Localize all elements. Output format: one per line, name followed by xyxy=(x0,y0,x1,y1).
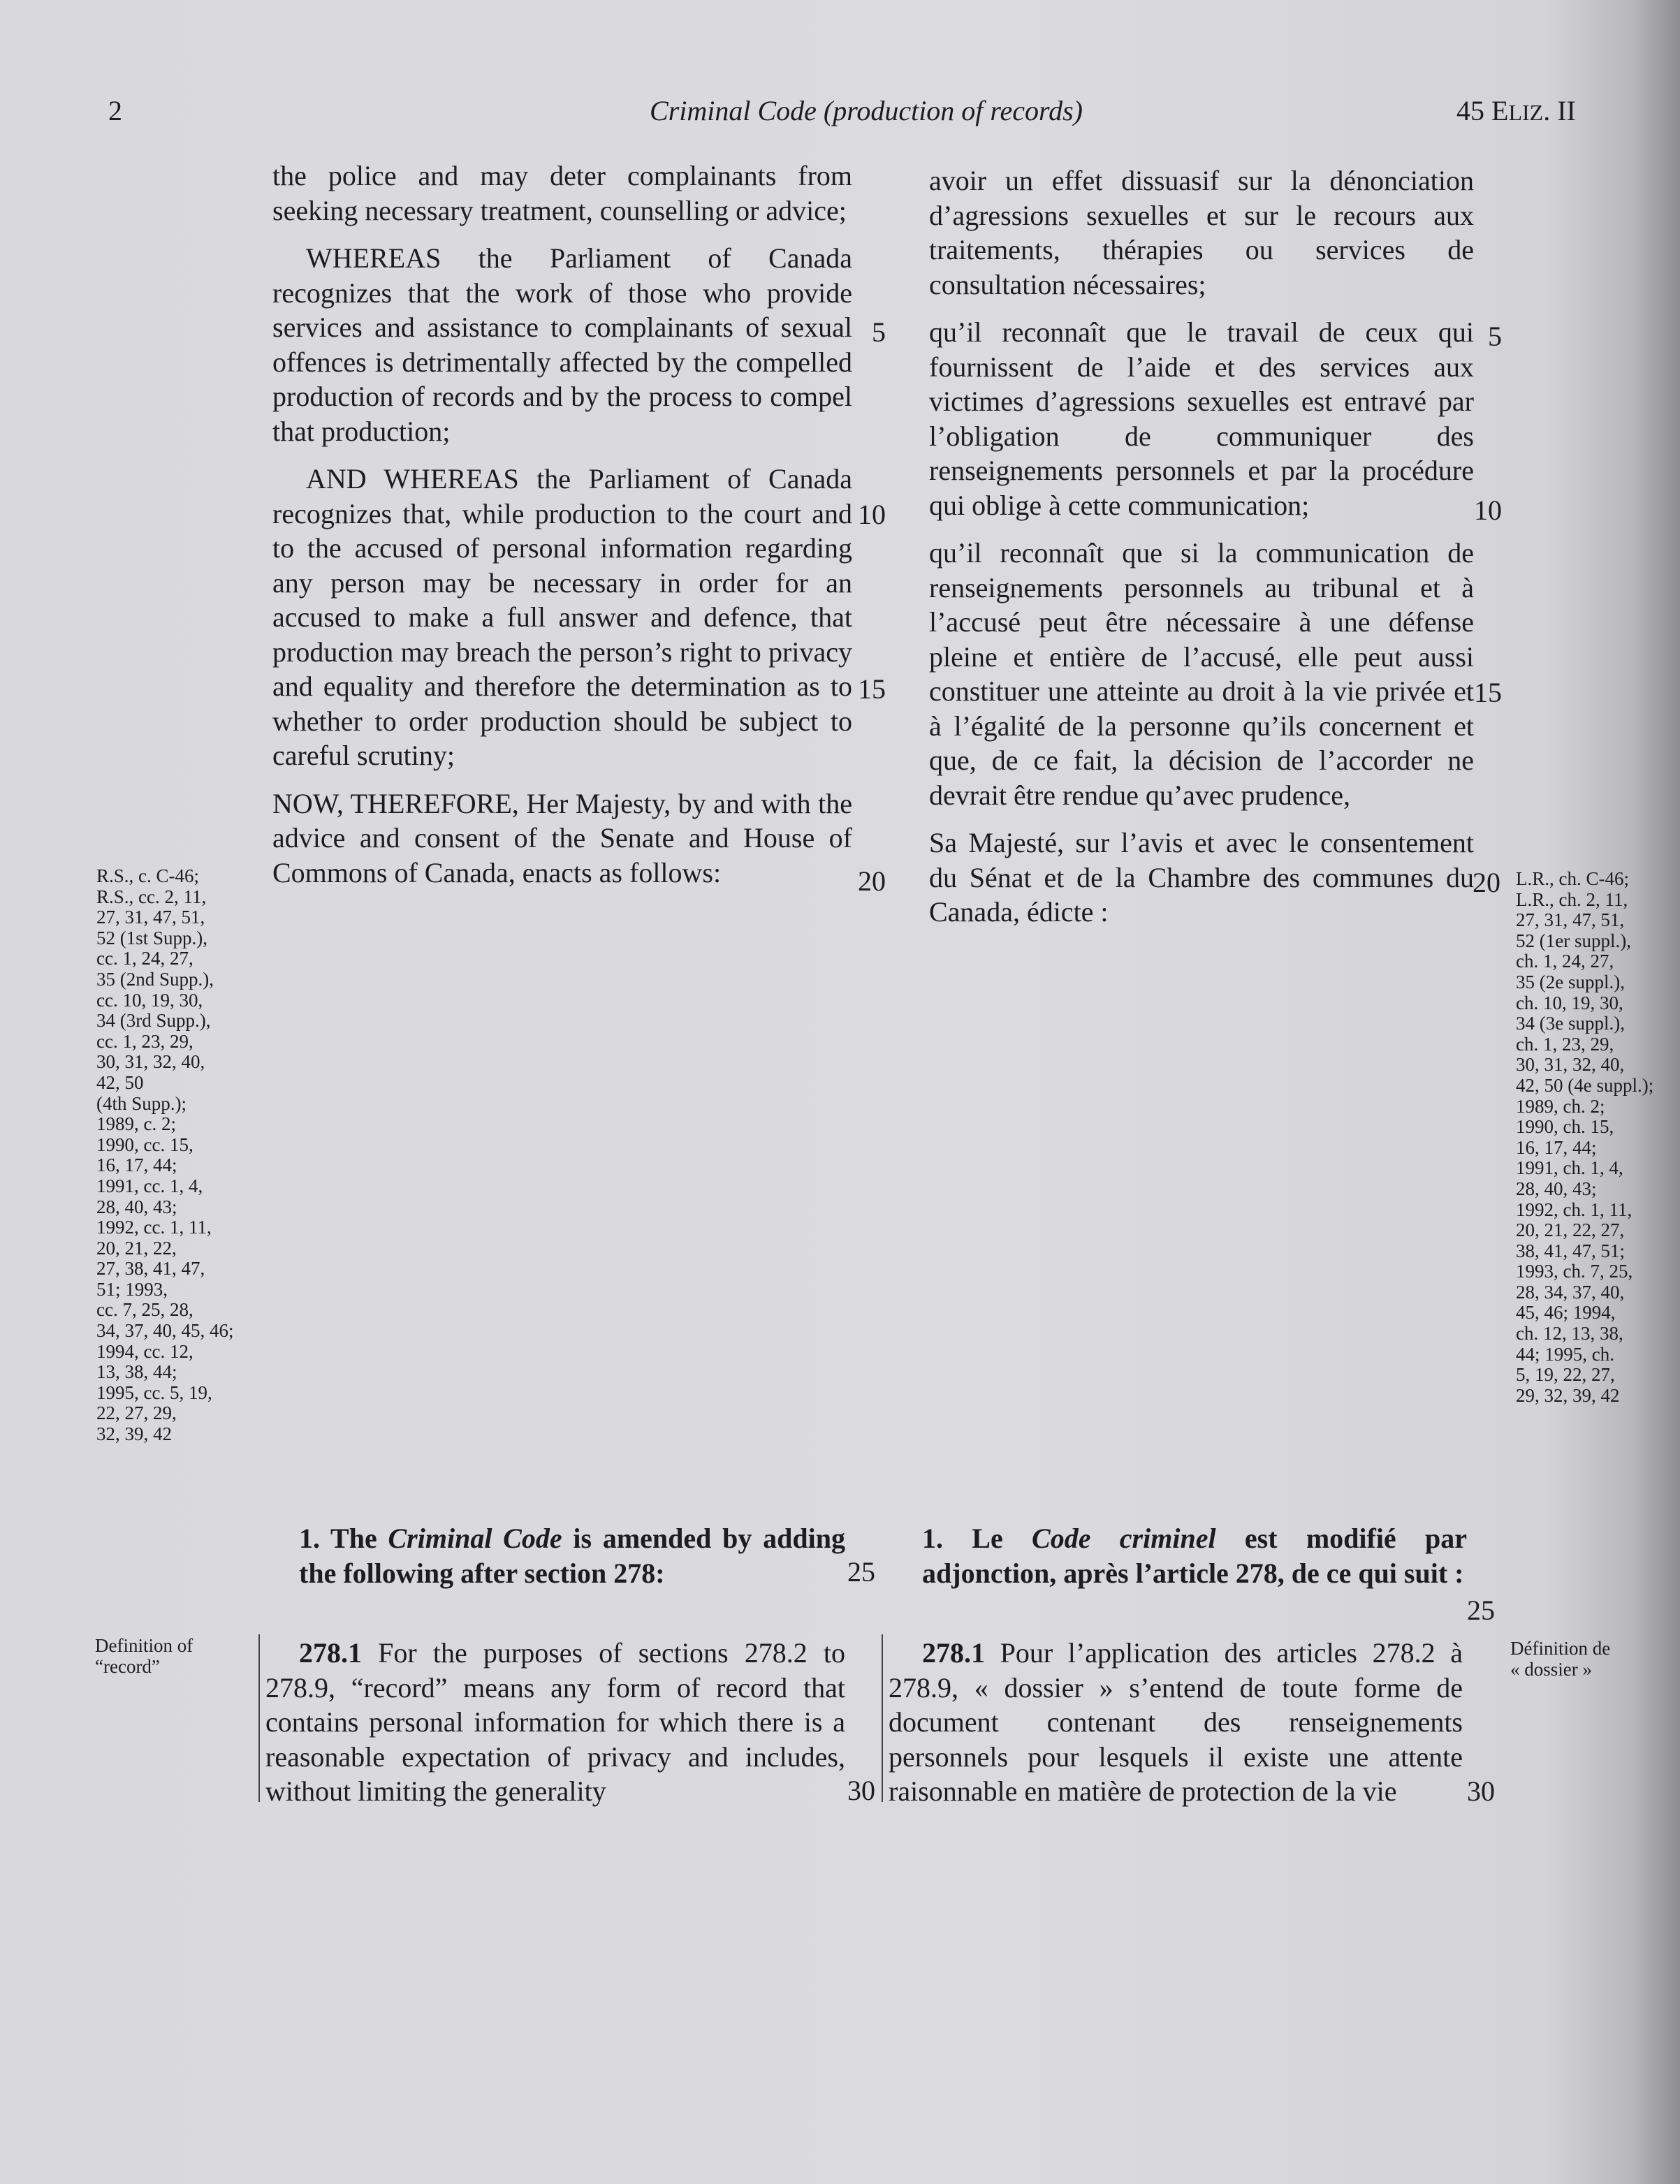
margin-citation-en-line: 27, 31, 47, 51, xyxy=(96,907,205,928)
margin-citation-fr-line: 52 (1er suppl.), xyxy=(1516,930,1631,951)
margin-citation-en-line: 1991, cc. 1, 4, xyxy=(96,1175,203,1196)
margin-citation-en-line: 30, 31, 32, 40, xyxy=(96,1051,205,1073)
margin-citation-en-line: 35 (2nd Supp.), xyxy=(96,968,214,990)
margin-citation-fr-line: 27, 31, 47, 51, xyxy=(1516,909,1625,931)
french-enacting-clause: Sa Majesté, sur l’avis et avec le consentement du Sénat et de la Chambre des communes du Canada, édicte : xyxy=(929,827,1474,928)
margin-citation-fr-line: 5, 19, 22, 27, xyxy=(1516,1364,1615,1386)
margin-citations-english xyxy=(96,866,234,1445)
english-preamble xyxy=(272,159,852,903)
line-number-fr-25: 25 xyxy=(1467,1595,1495,1626)
amendment-rule-french xyxy=(882,1634,883,1802)
margin-citation-fr-line: ch. 10, 19, 30, xyxy=(1516,992,1623,1013)
margin-citation-en-line: cc. 1, 24, 27, xyxy=(96,948,193,969)
margin-citation-fr-line: 42, 50 (4e suppl.); xyxy=(1516,1074,1654,1096)
english-para-2: WHEREAS the Parliament of Canada recognizes that the work of those who provide services and assistance to complainants of sexual offences is detrimentally affected by the compelled production of records and by the process to compel that production; xyxy=(272,242,852,447)
margin-citation-en-line: 28, 40, 43; xyxy=(96,1196,177,1217)
line-number-en-15: 15 xyxy=(858,673,886,705)
margin-citation-fr-line: 30, 31, 32, 40, xyxy=(1516,1054,1625,1076)
margin-citation-fr-line: 16, 17, 44; xyxy=(1516,1136,1597,1158)
margin-citation-fr-line: ch. 12, 13, 38, xyxy=(1516,1323,1623,1344)
margin-citation-fr-line: 20, 21, 22, 27, xyxy=(1516,1219,1625,1241)
line-number-fr-15: 15 xyxy=(1474,677,1502,708)
line-number-en-30: 30 xyxy=(847,1775,875,1806)
line-number-en-20: 20 xyxy=(858,865,886,897)
french-para-1: avoir un effet dissuasif sur la dénonciation d’agressions sexuelles et sur le recours aux traitements, thérapies ou services de consultation nécessaires; xyxy=(929,165,1474,300)
margin-citation-en-line: 1989, c. 2; xyxy=(96,1113,176,1135)
line-number-fr-20: 20 xyxy=(1473,867,1500,898)
line-number-en-10: 10 xyxy=(858,499,886,530)
margin-citation-en-line: 22, 27, 29, xyxy=(96,1402,177,1424)
page-number: 2 xyxy=(108,95,122,126)
margin-citation-en-line: 52 (1st Supp.), xyxy=(96,927,208,948)
margin-note-definition-french: Définition de « dossier » xyxy=(1510,1638,1611,1680)
margin-citation-fr-line: 38, 41, 47, 51; xyxy=(1516,1240,1626,1261)
margin-citation-en-line: R.S., c. C-46; xyxy=(96,865,200,886)
margin-citation-fr-line: 29, 32, 39, 42 xyxy=(1516,1384,1620,1406)
margin-citation-fr-line: 1991, ch. 1, 4, xyxy=(1516,1157,1623,1179)
margin-citations-french xyxy=(1516,869,1653,1406)
margin-citation-en-line: 20, 21, 22, xyxy=(96,1237,177,1259)
english-para-3: AND WHEREAS the Parliament of Canada recognizes that, while production to the court and to the accused of personal information regarding any person may be necessary in order for an accused to make a full answer and defence, that production may breach the person’s right to privacy and equality and therefore the determination as to whether to order production should be subject to careful scrutiny; xyxy=(272,463,852,771)
regnal-year: 45 ELIZ. II xyxy=(1456,95,1576,126)
margin-citation-en-line: 1994, cc. 12, xyxy=(96,1340,193,1362)
margin-citation-en-line: 42, 50 xyxy=(96,1071,144,1093)
margin-citation-fr-line: ch. 1, 23, 29, xyxy=(1516,1033,1614,1055)
margin-citation-fr-line: 1992, ch. 1, 11, xyxy=(1516,1199,1632,1220)
margin-citation-en-line: cc. 7, 25, 28, xyxy=(96,1299,193,1321)
english-clause-1: 1. The Criminal Code is amended by adding the following after section 278: xyxy=(299,1523,845,1589)
margin-citation-fr-line: 28, 40, 43; xyxy=(1516,1178,1597,1199)
margin-citation-fr-line: 35 (2e suppl.), xyxy=(1516,971,1625,992)
margin-citation-en-line: 34, 37, 40, 45, 46; xyxy=(96,1320,234,1342)
margin-citation-en-line: 32, 39, 42 xyxy=(96,1423,172,1445)
margin-citation-fr-line: L.R., ch. 2, 11, xyxy=(1516,888,1628,910)
margin-citation-en-line: 27, 38, 41, 47, xyxy=(96,1258,205,1280)
margin-citation-en-line: 16, 17, 44; xyxy=(96,1155,177,1176)
english-para-1: the police and may deter complainants from seeking necessary treatment, counselling or advice; xyxy=(272,160,852,226)
margin-citation-fr-line: 1993, ch. 7, 25, xyxy=(1516,1261,1633,1282)
french-preamble xyxy=(929,163,1474,943)
line-number-fr-10: 10 xyxy=(1474,494,1502,526)
french-definition-278-1: 278.1 Pour l’application des articles 278.2 à 278.9, « dossier » s’entend de toute forme de document contenant des renseignements personnels pour lesquels il existe une attente raisonnable en matière de protection de la vie xyxy=(889,1637,1463,1807)
amendment-rule-english xyxy=(258,1634,260,1802)
margin-citation-fr-line: 45, 46; 1994, xyxy=(1516,1302,1616,1324)
margin-citation-en-line: (4th Supp.); xyxy=(96,1092,187,1114)
margin-citation-en-line: cc. 1, 23, 29, xyxy=(96,1030,193,1052)
french-para-2: qu’il reconnaît que le travail de ceux qui fournissent de l’aide et des services aux victimes d’agressions sexuelles est entravé par l’obligation de communiquer des renseignements personnels et par la procédure qui oblige à cette communication; xyxy=(929,316,1474,521)
margin-citation-en-line: 51; 1993, xyxy=(96,1278,168,1300)
margin-citation-fr-line: 44; 1995, ch. xyxy=(1516,1343,1614,1365)
margin-citation-en-line: R.S., cc. 2, 11, xyxy=(96,886,207,907)
line-number-en-25: 25 xyxy=(847,1556,875,1588)
line-number-fr-5: 5 xyxy=(1488,321,1502,352)
margin-citation-en-line: 1992, cc. 1, 11, xyxy=(96,1217,212,1238)
margin-citation-fr-line: 28, 34, 37, 40, xyxy=(1516,1281,1625,1303)
margin-citation-fr-line: ch. 1, 24, 27, xyxy=(1516,951,1614,972)
margin-citation-fr-line: 1989, ch. 2; xyxy=(1516,1095,1605,1117)
line-number-fr-30: 30 xyxy=(1467,1775,1495,1807)
english-definition-278-1: 278.1 For the purposes of sections 278.2 to 278.9, “record” means any form of record that contains personal information for which there is a reasonable expectation of privacy and includes, without limiting the generality xyxy=(265,1637,845,1807)
margin-citation-en-line: 34 (3rd Supp.), xyxy=(96,1010,211,1032)
margin-citation-en-line: cc. 10, 19, 30, xyxy=(96,989,203,1011)
margin-citation-en-line: 1990, cc. 15, xyxy=(96,1134,193,1155)
french-clause-1: 1. Le Code criminel est modifié par adjonction, après l’article 278, de ce qui suit : xyxy=(922,1523,1467,1589)
margin-citation-fr-line: 34 (3e suppl.), xyxy=(1516,1013,1625,1034)
margin-citation-fr-line: L.R., ch. C-46; xyxy=(1516,868,1629,889)
line-number-en-5: 5 xyxy=(872,316,886,348)
french-para-3: qu’il reconnaît que si la communication de renseignements personnels au tribunal et à l’accusé peut être nécessaire à une défense pleine et entière de l’accusé, elle peut aussi constituer une atteinte au droit à la vie privée et à l’égalité de la personne qu’ils concernent et que, de ce fait, la décision de l’accorder ne devrait être rendue qu’avec prudence, xyxy=(929,537,1474,811)
english-enacting-clause: NOW, THEREFORE, Her Majesty, by and with the advice and consent of the Senate and House of Commons of Canada, enacts as follows: xyxy=(272,787,852,888)
margin-note-definition-english: Definition of “record” xyxy=(95,1635,193,1677)
margin-citation-fr-line: 1990, ch. 15, xyxy=(1516,1116,1614,1138)
margin-citation-en-line: 1995, cc. 5, 19, xyxy=(96,1382,212,1403)
running-title: Criminal Code (production of records) xyxy=(650,95,1083,126)
margin-citation-en-line: 13, 38, 44; xyxy=(96,1361,177,1383)
